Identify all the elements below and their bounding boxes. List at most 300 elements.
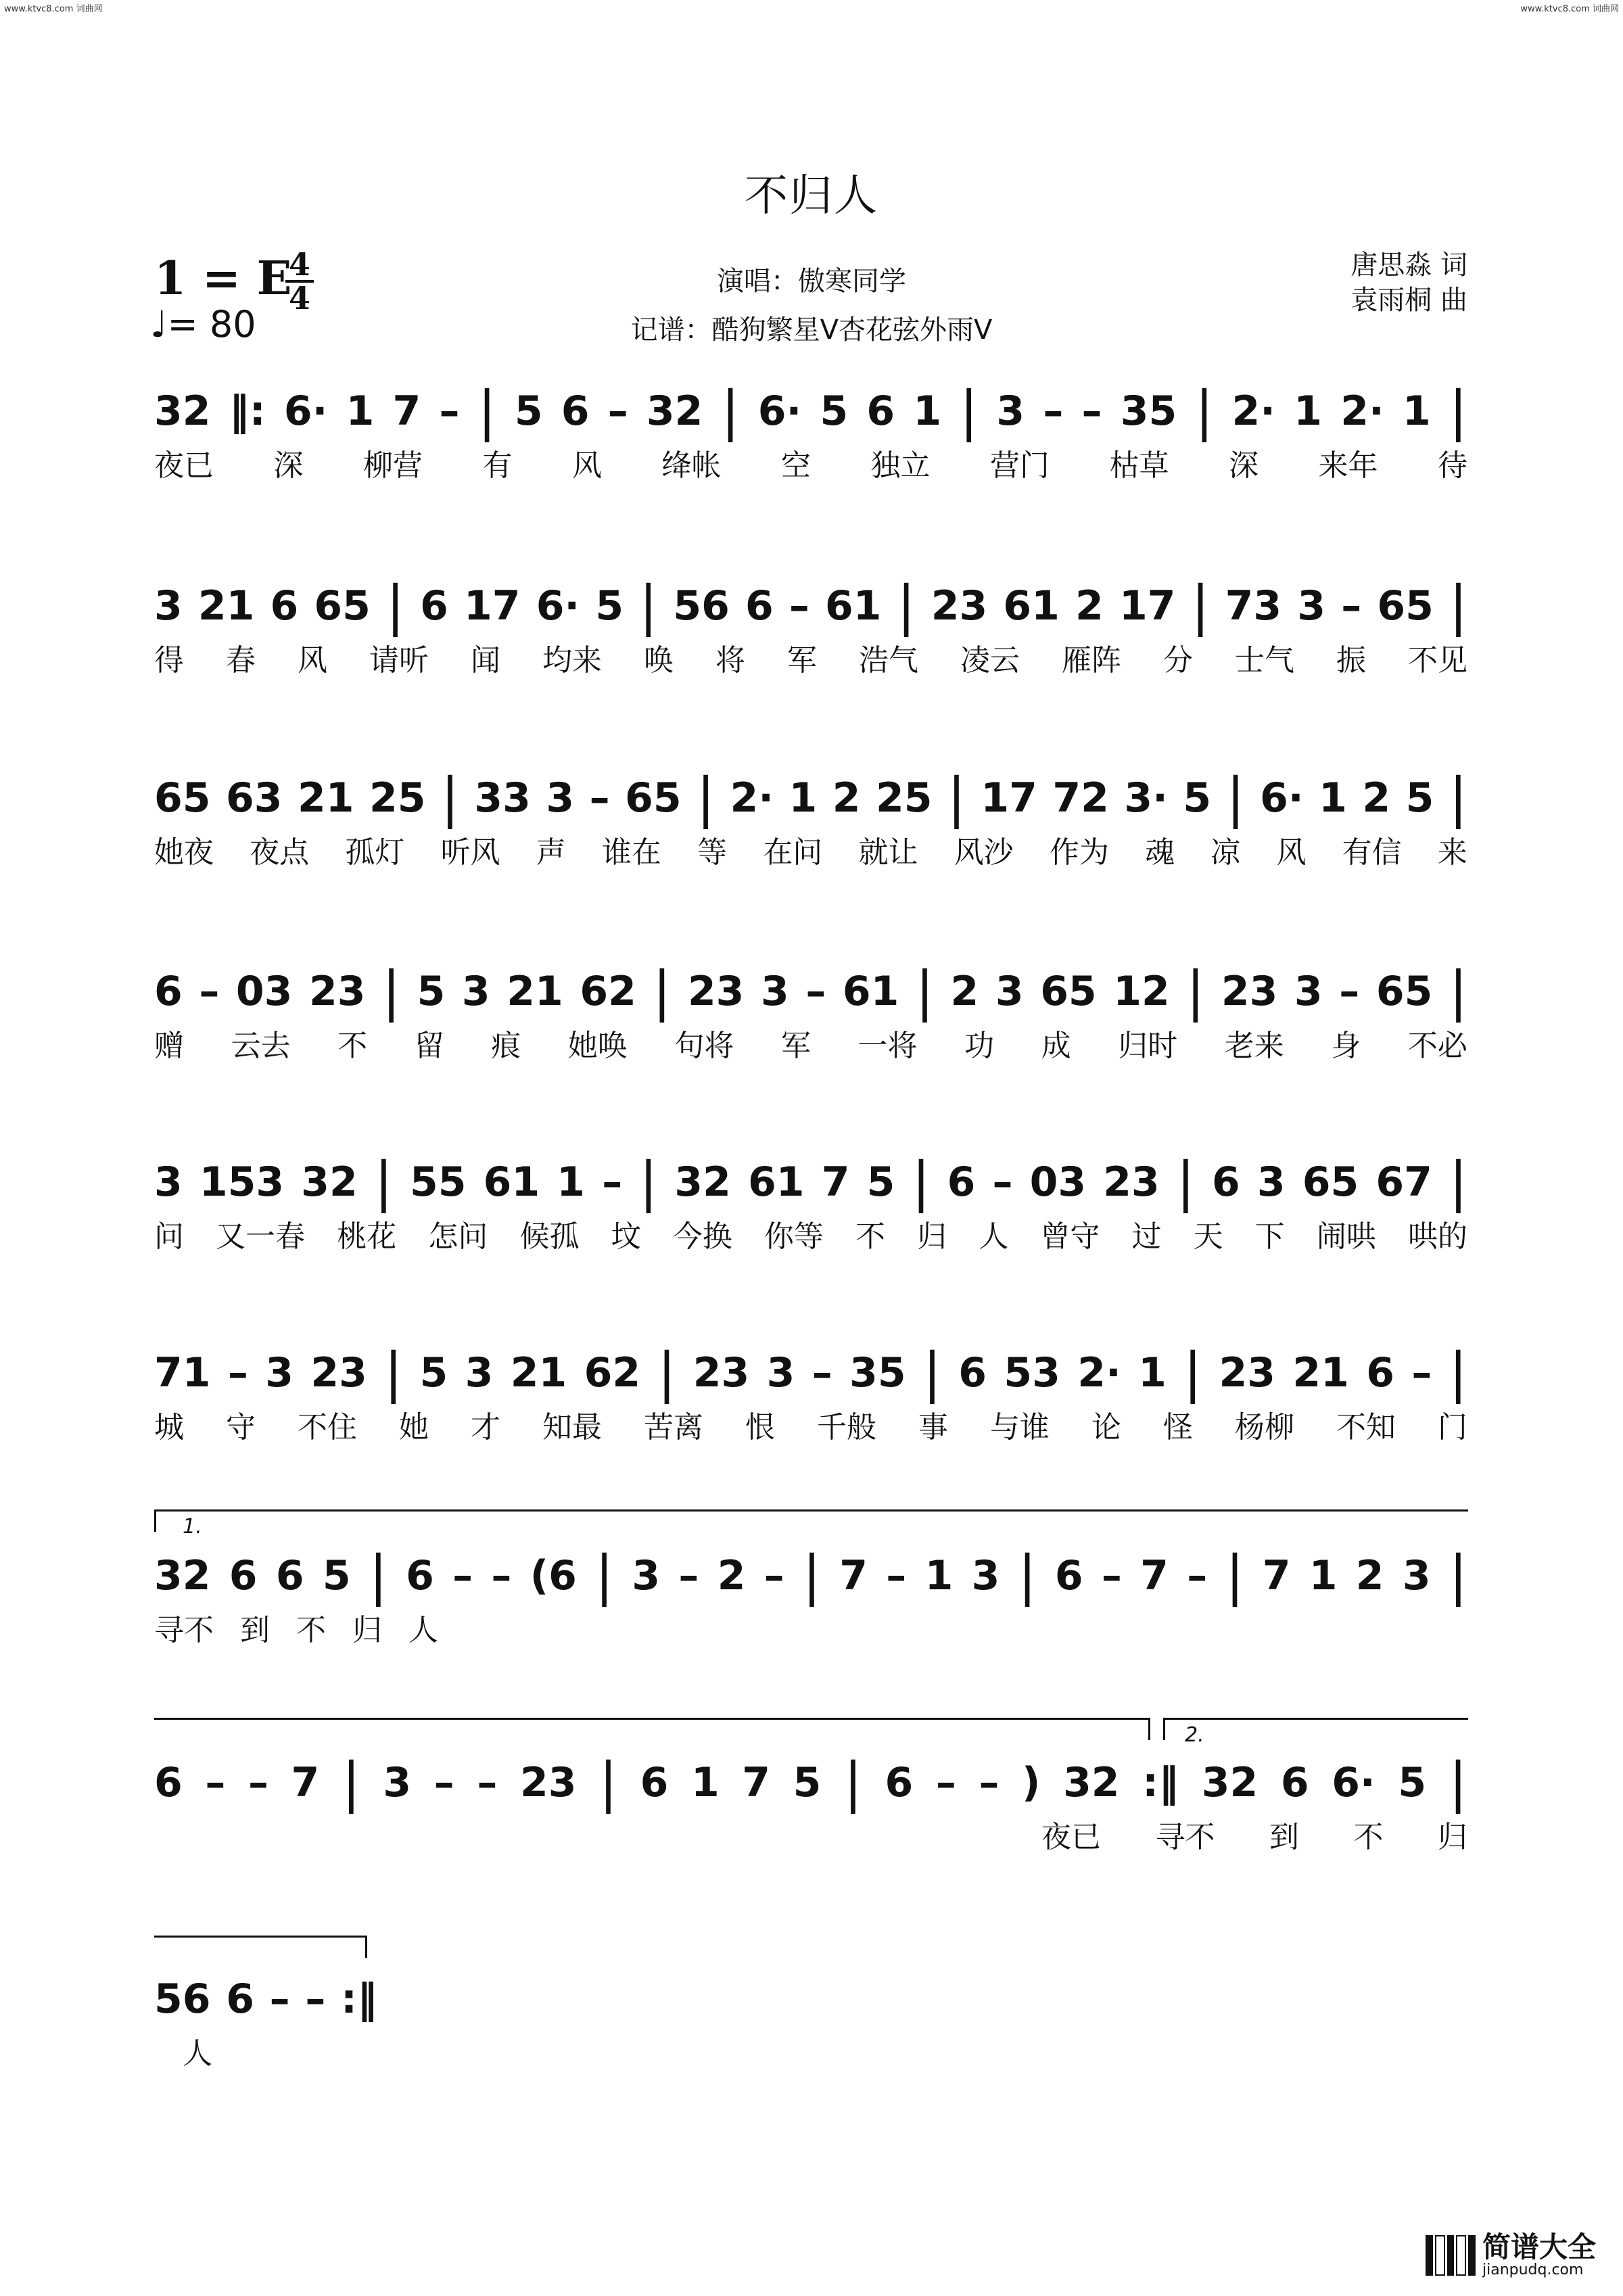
- barline: |: [1186, 960, 1205, 1023]
- lyric-syllable: 归: [1438, 1820, 1467, 1854]
- note: 5: [322, 1552, 351, 1599]
- note: –: [812, 1349, 832, 1397]
- note: –: [789, 582, 809, 630]
- lyrics-line: [154, 636, 1467, 679]
- lyric-syllable: 闹哄: [1316, 1219, 1376, 1254]
- lyric-syllable: 就让: [858, 835, 918, 870]
- lyric-syllable: 不: [855, 1219, 885, 1254]
- note: 62: [580, 968, 636, 1015]
- note: 23: [1221, 968, 1278, 1015]
- note: 6·: [1332, 1759, 1375, 1806]
- note: 65: [1375, 968, 1433, 1015]
- note: 6: [1280, 1759, 1309, 1806]
- barline: |: [1449, 574, 1467, 637]
- lyric-syllable: 怎问: [428, 1219, 488, 1254]
- lyric-syllable: 营门: [990, 448, 1050, 483]
- barline: |: [342, 1751, 360, 1814]
- barline: |: [440, 766, 459, 829]
- note: –: [433, 1759, 454, 1806]
- note: 7: [839, 1552, 868, 1599]
- barline: |: [697, 766, 715, 829]
- tempo-mark: ♩= 80: [150, 303, 256, 346]
- lyric-syllable: 空: [781, 448, 811, 483]
- note: –: [1101, 1552, 1122, 1599]
- note: 6: [420, 582, 448, 630]
- barline: |: [477, 379, 496, 442]
- note: 3·: [1124, 774, 1168, 822]
- note: 23: [1103, 1158, 1160, 1206]
- lyric-syllable: 问: [154, 1219, 184, 1254]
- note: 61: [825, 582, 882, 630]
- lyric-syllable: 等: [697, 835, 728, 870]
- lyric-syllable: 曾守: [1040, 1219, 1100, 1254]
- note: 1: [1402, 388, 1431, 435]
- note: 03: [1029, 1158, 1087, 1206]
- note: 5: [1405, 774, 1434, 822]
- lyrics-line: [154, 1212, 1467, 1255]
- lyric-syllable: 归: [917, 1219, 947, 1254]
- lyric-syllable: 声: [536, 835, 566, 870]
- note: 63: [225, 774, 283, 822]
- lyric-syllable: 来年: [1318, 448, 1378, 483]
- note: –: [227, 1349, 248, 1397]
- lyric-syllable: 赠: [154, 1029, 184, 1063]
- note: 2: [1362, 774, 1391, 822]
- note: 2: [1075, 582, 1104, 630]
- lyric-syllable: 风: [298, 643, 327, 678]
- lyric-syllable: 她唤: [567, 1029, 628, 1063]
- note: –: [992, 1158, 1013, 1206]
- time-denominator: 4: [288, 280, 310, 317]
- note: 6: [561, 388, 590, 435]
- note: 6: [154, 1759, 183, 1806]
- barline: |: [374, 1150, 393, 1213]
- note: –: [1339, 968, 1360, 1015]
- volta-2-bracket: [1163, 1718, 1468, 1740]
- lyric-syllable: 士气: [1235, 643, 1294, 678]
- barline: |: [595, 1544, 614, 1607]
- note: 6: [745, 582, 774, 630]
- note: –: [1411, 1349, 1432, 1397]
- note: 65: [154, 774, 211, 822]
- lyric-syllable: 归: [352, 1613, 382, 1647]
- barline: |: [1183, 1341, 1202, 1404]
- note: –: [678, 1552, 699, 1599]
- lyric-syllable: 怪: [1163, 1410, 1193, 1445]
- barline: |: [721, 379, 740, 442]
- note: 32: [1201, 1759, 1259, 1806]
- note: 1: [690, 1759, 720, 1806]
- lyric-syllable: 城: [154, 1410, 184, 1445]
- barline: |: [1176, 1150, 1195, 1213]
- note: 7: [1140, 1552, 1169, 1599]
- lyric-syllable: 谁在: [601, 835, 661, 870]
- lyrics-line: [154, 1403, 1467, 1446]
- note: 65: [625, 774, 682, 822]
- lyric-syllable: 下: [1254, 1219, 1285, 1254]
- lyric-syllable: 不住: [298, 1410, 357, 1445]
- notation-line: [154, 1967, 377, 2032]
- lyric-syllable: 功: [964, 1029, 995, 1063]
- barline: |: [1449, 1751, 1467, 1814]
- note: 61: [842, 968, 899, 1015]
- note: 2·: [730, 774, 774, 822]
- note: 61: [748, 1158, 805, 1206]
- note: 5: [417, 968, 446, 1015]
- lyric-syllable: 你等: [763, 1219, 824, 1254]
- note: 7: [1262, 1552, 1291, 1599]
- note: 23: [1219, 1349, 1276, 1397]
- lyric-syllable: 来: [1437, 835, 1467, 870]
- note: 1: [1309, 1552, 1338, 1599]
- lyric-syllable: 千般: [817, 1410, 876, 1445]
- lyric-syllable: 凉: [1210, 835, 1241, 870]
- note: (6: [530, 1552, 577, 1599]
- note: 23: [692, 1349, 750, 1397]
- lyric-syllable: 不见: [1408, 643, 1467, 678]
- lyric-syllable: 魂: [1145, 835, 1175, 870]
- lyrics-line: [183, 2029, 212, 2072]
- barline: |: [382, 960, 401, 1023]
- notation-line: [154, 1150, 1467, 1215]
- barline: :‖: [341, 1975, 377, 2023]
- note: 65: [1377, 582, 1434, 630]
- lyric-syllable: 唤: [644, 643, 674, 678]
- note: 56: [673, 582, 730, 630]
- note: 3: [383, 1759, 412, 1806]
- site-logo: [1426, 2232, 1596, 2278]
- note: 61: [483, 1158, 540, 1206]
- lyric-syllable: 凌云: [960, 643, 1020, 678]
- notation-line: [154, 766, 1467, 830]
- lyric-syllable: 振: [1336, 643, 1366, 678]
- barline: |: [922, 1341, 941, 1404]
- lyric-syllable: 不: [1353, 1820, 1384, 1854]
- note: 32: [1063, 1759, 1120, 1806]
- lyric-syllable: 与谁: [990, 1410, 1050, 1445]
- note: –: [763, 1552, 784, 1599]
- note: 21: [297, 774, 354, 822]
- volta-1-bracket-end: [154, 1718, 1150, 1740]
- note: 2: [832, 774, 861, 822]
- lyric-syllable: 风沙: [954, 835, 1014, 870]
- note: –: [491, 1552, 512, 1599]
- lyric-syllable: 分: [1163, 643, 1193, 678]
- barline: ‖:: [229, 388, 266, 435]
- note: 65: [314, 582, 371, 630]
- lyrics-line: [154, 1606, 438, 1649]
- note: 35: [849, 1349, 906, 1397]
- barline: |: [1191, 574, 1210, 637]
- lyric-syllable: 作为: [1049, 835, 1109, 870]
- note: 1: [1294, 388, 1323, 435]
- note: 21: [507, 968, 563, 1015]
- note: 33: [474, 774, 531, 822]
- note: 6: [275, 1552, 304, 1599]
- note: –: [589, 774, 610, 822]
- piano-icon: [1426, 2235, 1476, 2276]
- lyric-syllable: 将: [715, 643, 745, 678]
- barline: |: [1195, 379, 1214, 442]
- lyric-syllable: 门: [1438, 1410, 1467, 1445]
- note: 21: [510, 1349, 567, 1397]
- note: 65: [1040, 968, 1097, 1015]
- lyric-syllable: 候孤: [519, 1219, 580, 1254]
- lyric-syllable: 恨: [745, 1410, 775, 1445]
- note: 6: [866, 388, 895, 435]
- note: 65: [1302, 1158, 1359, 1206]
- lyric-syllable: 杨柳: [1235, 1410, 1294, 1445]
- lyrics-line: [1041, 1812, 1467, 1856]
- note: –: [199, 968, 220, 1015]
- note: 03: [235, 968, 293, 1015]
- note: 1: [789, 774, 818, 822]
- note: 21: [197, 582, 255, 630]
- watermark-top-right: www.ktvc8.com 词曲网: [1520, 4, 1619, 14]
- volta-1-number: 1.: [183, 1515, 202, 1539]
- lyric-syllable: 军: [780, 1029, 811, 1063]
- note: 55: [410, 1158, 467, 1206]
- lyric-syllable: 留: [414, 1029, 444, 1063]
- note: 1: [924, 1552, 954, 1599]
- note: 6·: [757, 388, 802, 435]
- lyric-syllable: 她: [399, 1410, 429, 1445]
- note: 3: [1297, 582, 1326, 630]
- lyric-syllable: 雁阵: [1062, 643, 1121, 678]
- lyric-syllable: 寻不: [1155, 1820, 1215, 1854]
- note: 3: [766, 1349, 795, 1397]
- volta-1-bracket: [154, 1509, 1468, 1532]
- note: 1: [557, 1158, 586, 1206]
- barline: |: [1449, 960, 1467, 1023]
- lyrics-line: [154, 1021, 1467, 1064]
- lyric-syllable: 得: [154, 643, 184, 678]
- note: 53: [1004, 1349, 1060, 1397]
- note: 2: [717, 1552, 746, 1599]
- note: 3: [632, 1552, 661, 1599]
- note: –: [248, 1759, 268, 1806]
- note: 25: [369, 774, 426, 822]
- note: 3: [546, 774, 575, 822]
- note: 7: [821, 1158, 850, 1206]
- note: 2·: [1340, 388, 1384, 435]
- note: 6: [1366, 1349, 1395, 1397]
- note: 3: [995, 968, 1024, 1015]
- notation-line: [154, 1750, 1467, 1815]
- lyric-syllable: 夜已: [154, 448, 214, 483]
- note: –: [452, 1552, 473, 1599]
- lyrics-line: [154, 828, 1467, 871]
- lyric-syllable: 听风: [440, 835, 500, 870]
- note: 6: [406, 1552, 434, 1599]
- barline: |: [1226, 766, 1245, 829]
- note: 23: [308, 968, 366, 1015]
- barline: |: [1449, 379, 1467, 442]
- lyric-syllable: 过: [1131, 1219, 1162, 1254]
- note: 61: [1003, 582, 1060, 630]
- note: 21: [1292, 1349, 1349, 1397]
- lyric-syllable: 一将: [857, 1029, 918, 1063]
- barline: |: [1449, 766, 1467, 829]
- note: 6: [154, 968, 183, 1015]
- note: –: [886, 1552, 907, 1599]
- notation-line: [154, 1340, 1467, 1405]
- lyric-syllable: 又一春: [216, 1219, 306, 1254]
- lyric-syllable: 孤灯: [345, 835, 405, 870]
- notation-line: [154, 959, 1467, 1024]
- note: 32: [301, 1158, 358, 1206]
- lyric-syllable: 到: [240, 1613, 270, 1647]
- note: –: [477, 1759, 498, 1806]
- lyric-syllable: 今换: [672, 1219, 732, 1254]
- barline: |: [897, 574, 916, 637]
- lyric-syllable: 桃花: [337, 1219, 397, 1254]
- note: 67: [1375, 1158, 1432, 1206]
- barline: |: [599, 1751, 617, 1814]
- lyric-syllable: 浩气: [859, 643, 918, 678]
- note: 32: [154, 388, 211, 435]
- note: 12: [1113, 968, 1170, 1015]
- note: 72: [1052, 774, 1109, 822]
- note: 3: [761, 968, 789, 1015]
- barline: |: [803, 1544, 821, 1607]
- note: 17: [1119, 582, 1176, 630]
- note: 32: [154, 1552, 211, 1599]
- note: 3: [1256, 1158, 1286, 1206]
- note: 7: [742, 1759, 771, 1806]
- note: 23: [519, 1759, 577, 1806]
- note: –: [607, 388, 628, 435]
- barline: |: [1449, 1544, 1467, 1607]
- note: –: [1341, 582, 1362, 630]
- lyric-syllable: 坟: [611, 1219, 641, 1254]
- lyric-syllable: 有信: [1342, 835, 1402, 870]
- lyric-syllable: 军: [787, 643, 817, 678]
- note: 6: [885, 1759, 914, 1806]
- lyric-syllable: 深: [1229, 448, 1259, 483]
- lyric-syllable: 论: [1091, 1410, 1121, 1445]
- lyric-syllable: 风: [572, 448, 602, 483]
- note: 23: [687, 968, 745, 1015]
- lyric-syllable: 她夜: [154, 835, 214, 870]
- note: 3: [461, 968, 490, 1015]
- barline: :‖: [1142, 1759, 1179, 1806]
- note: 3: [154, 582, 183, 630]
- note: 5: [1183, 774, 1212, 822]
- note: 1: [913, 388, 942, 435]
- note: 2: [950, 968, 979, 1015]
- note: 6: [226, 1975, 254, 2023]
- lyric-syllable: 夜已: [1041, 1820, 1101, 1854]
- note: 5: [1398, 1759, 1427, 1806]
- transcriber-credit: 记谱：酷狗繁星V杏花弦外雨V: [630, 314, 993, 346]
- note: –: [1081, 388, 1102, 435]
- note: 23: [310, 1349, 367, 1397]
- lyric-syllable: 痕: [491, 1029, 521, 1063]
- note: 7: [392, 388, 421, 435]
- note: 6·: [536, 582, 580, 630]
- lyricist-credit: 唐思淼 词: [1350, 250, 1467, 281]
- note: 2·: [1077, 1349, 1121, 1397]
- note: –: [305, 1975, 326, 2023]
- note: –: [979, 1759, 999, 1806]
- lyric-syllable: 人: [979, 1219, 1009, 1254]
- note: 32: [674, 1158, 731, 1206]
- note: 1: [346, 388, 375, 435]
- note: 3: [154, 1158, 183, 1206]
- logo-main: 简谱大全: [1482, 2230, 1596, 2264]
- note: 6·: [1260, 774, 1304, 822]
- note: 62: [584, 1349, 641, 1397]
- lyric-syllable: 守: [226, 1410, 256, 1445]
- lyric-syllable: 请听: [369, 643, 429, 678]
- note: 5: [793, 1759, 822, 1806]
- lyric-syllable: 人: [183, 2036, 212, 2071]
- lyric-syllable: 人: [408, 1613, 438, 1647]
- lyric-syllable: 待: [1438, 448, 1467, 483]
- notation-line: [154, 379, 1467, 444]
- note: 6: [640, 1759, 669, 1806]
- note: 35: [1120, 388, 1177, 435]
- barline: |: [657, 1341, 676, 1404]
- note: 153: [199, 1158, 285, 1206]
- lyric-syllable: 事: [918, 1410, 948, 1445]
- notation-line: [154, 573, 1467, 638]
- note: 6·: [283, 388, 328, 435]
- barline: |: [1449, 1341, 1467, 1404]
- lyric-syllable: 归时: [1118, 1029, 1178, 1063]
- note: 17: [464, 582, 521, 630]
- barline: |: [653, 960, 672, 1023]
- note: 5: [514, 388, 543, 435]
- barline: |: [843, 1751, 862, 1814]
- lyric-syllable: 有: [482, 448, 513, 483]
- note: 3: [971, 1552, 1000, 1599]
- note: 6: [1054, 1552, 1083, 1599]
- note: 6: [958, 1349, 987, 1397]
- logo-sub: jianpudq.com: [1482, 2262, 1584, 2278]
- note: 56: [154, 1975, 211, 2023]
- note: 17: [981, 774, 1037, 822]
- lyric-syllable: 身: [1331, 1029, 1361, 1063]
- barline: |: [947, 766, 966, 829]
- lyric-syllable: 风: [1276, 835, 1307, 870]
- note: 6: [229, 1552, 258, 1599]
- lyric-syllable: 不: [337, 1029, 368, 1063]
- lyric-syllable: 云去: [231, 1029, 291, 1063]
- note: –: [205, 1759, 226, 1806]
- barline: |: [1018, 1544, 1037, 1607]
- lyric-syllable: 天: [1193, 1219, 1223, 1254]
- note: 6: [270, 582, 299, 630]
- note: –: [805, 968, 826, 1015]
- note: 6: [947, 1158, 976, 1206]
- note: –: [1187, 1552, 1208, 1599]
- composer-credit: 袁雨桐 曲: [1350, 285, 1467, 316]
- notation-line: [154, 1543, 1467, 1608]
- note: 5: [595, 582, 624, 630]
- note: 3: [1294, 968, 1323, 1015]
- score-title: 不归人: [745, 171, 878, 221]
- lyric-syllable: 柳营: [363, 448, 423, 483]
- note: –: [602, 1158, 623, 1206]
- note: 3: [1402, 1552, 1431, 1599]
- note: 5: [419, 1349, 448, 1397]
- lyric-syllable: 深: [273, 448, 304, 483]
- lyric-syllable: 知最: [542, 1410, 602, 1445]
- time-numerator: 4: [288, 246, 310, 283]
- lyric-syllable: 不: [296, 1613, 326, 1647]
